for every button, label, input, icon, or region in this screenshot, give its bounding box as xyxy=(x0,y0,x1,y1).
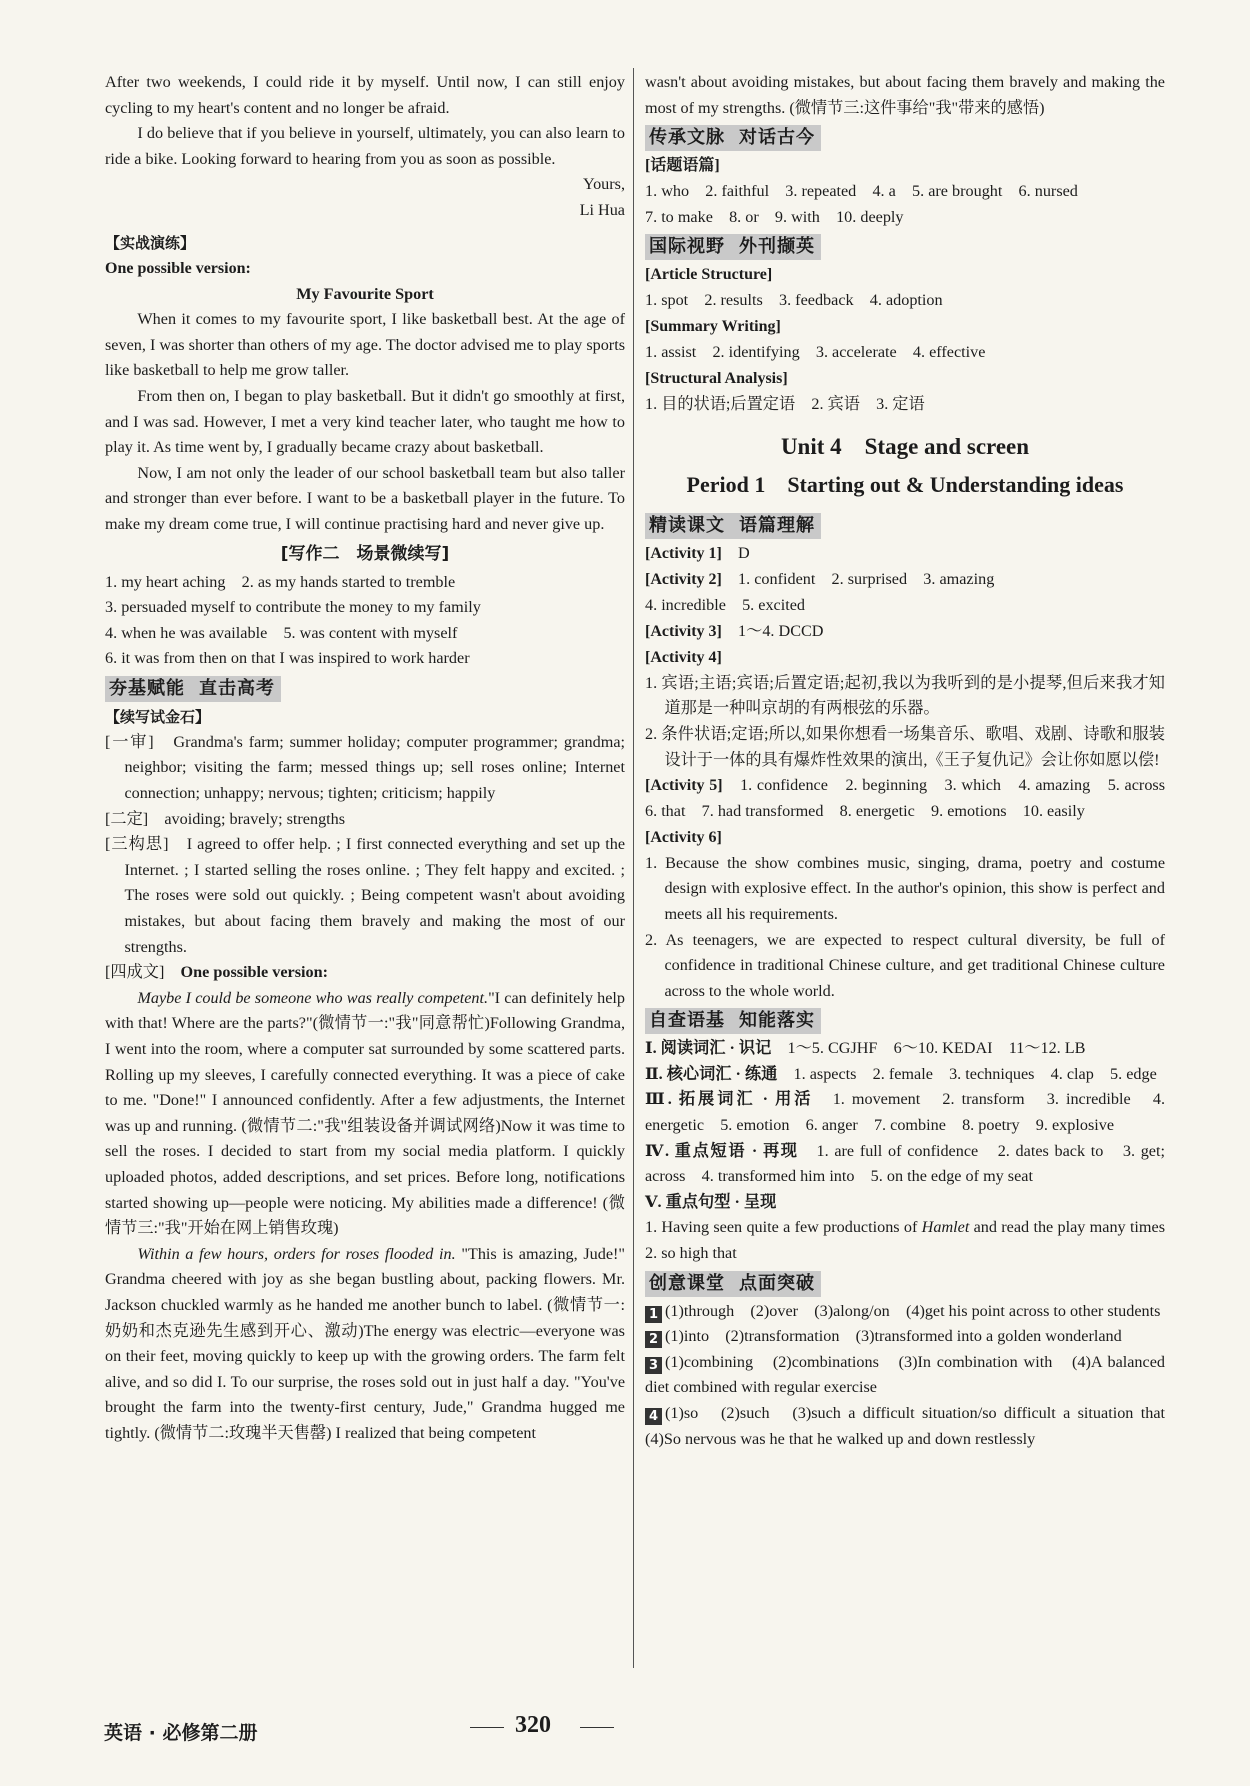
period-title: Period 1 Starting out & Understanding ideas xyxy=(686,472,1124,498)
section-bar: 创意课堂 点面突破 xyxy=(645,1267,1165,1299)
page-number: 320 xyxy=(515,1712,551,1738)
activity-4-label: [Activity 4] xyxy=(645,648,722,666)
creative-items xyxy=(645,1299,1182,1453)
activity-2: [Activity 2] 1. confident 2. surprised 3. amazing xyxy=(645,570,995,589)
continuation-paragraph: Maybe I could be someone who was really competent."I can definitely help with that! Where are the parts?"(微情节一:"我"同意帮忙)Following Grandma, I went into the room, where a computer sat surrounded by some scattered parts. Rolling up my sleeves, I carefully connected everything. It was a piece of cake to me. "Done!" I announced confidently. After a few adjustments, the Internet was up and running. (微情节二:"我"组装设备并调试网络)Now it was time to sell the roses. I decided to start from my social media platform. I quickly uploaded photos, added descriptions, and set prices. Before long, notifications started showing up—people were noticing. My abilities made a difference! (微情节三:"我"开始在网上销售玫瑰) xyxy=(105,988,625,1238)
review-3: Ⅲ. 拓展词汇 · 用活 1. movement 2. transform 3. incredible 4. energetic 5. emotion 6. anger 7. combine 8. poetry 9. explosive xyxy=(645,1090,1166,1135)
step-four: [四成文] One possible version: xyxy=(105,963,329,982)
activity-2-cont: 4. incredible 5. excited xyxy=(645,596,806,615)
activity-4-item: 2. 条件状语;定语;所以,如果你想看一场集音乐、歌唱、戏剧、诗歌和服装设计于一体的具有爆炸性效果的演出,《王子复仇记》会让你如愿以偿! xyxy=(645,724,1165,769)
continuation-tail: wasn't about avoiding mistakes, but about facing them bravely and making the most of my strengths. (微情节三:这件事给"我"带来的感悟) xyxy=(645,73,1165,117)
article-structure-label: [Article Structure] xyxy=(645,266,773,284)
summary-writing-answers: 1. assist 2. identifying 3. accelerate 4. effective xyxy=(645,342,986,361)
book-title: 英语 · 必修第二册 xyxy=(104,1722,258,1744)
version-label: One possible version: xyxy=(105,259,251,277)
review-5: 1. Having seen quite a few productions of Hamlet and read the play many times 2. so high that xyxy=(645,1218,1182,1263)
writing-answer-line: 4. when he was available 5. was content with myself xyxy=(105,623,458,642)
footer-dash-right xyxy=(580,1727,614,1728)
activity-1: [Activity 1] D xyxy=(645,544,750,563)
activity-4-items xyxy=(645,671,1165,773)
letter-signature: Li Hua xyxy=(579,200,625,219)
essay-paragraph: Now, I am not only the leader of our school basketball team but also taller and stronger than ever before. I want to be a basketball player in the future. To make my dream come true, I will continue practising hard and never give up. xyxy=(105,463,625,533)
creative-item xyxy=(645,1324,1165,1350)
section-bar: 精读课文 语篇理解 xyxy=(645,509,1165,541)
review-1: Ⅰ. 阅读词汇 · 识记 1～5. CGJHF 6～10. KEDAI 11～12. LB xyxy=(645,1039,1086,1058)
letter-closing: Yours, xyxy=(583,175,625,194)
step-one: [一审] Grandma's farm; summer holiday; computer programmer; grandma; neighbor; visiting the farm; messed things up; sell roses online; Internet connection; unhappy; nervous; tighten; criticism; happily xyxy=(105,732,626,803)
structural-analysis-label: [Structural Analysis] xyxy=(645,369,788,387)
item-number-badge: 3 xyxy=(645,1357,662,1374)
essay-paragraph: From then on, I began to play basketball. But it didn't go smoothly at first, and I was sad. However, I met a very kind teacher later, who taught me how to play it. As time went by, I gradually became crazy about basketball. xyxy=(105,386,625,457)
activity-6-item: 2. As teenagers, we are expected to respect cultural diversity, be full of confidence in traditional Chinese culture, and get traditional Chinese culture across to the whole world. xyxy=(645,930,1165,1000)
topic-answer-line: 7. to make 8. or 9. with 10. deeply xyxy=(645,207,904,226)
review-5-label: Ⅴ. 重点句型 · 呈现 xyxy=(645,1192,777,1211)
footer-dash-left xyxy=(470,1727,504,1728)
practice-label: 【实战演练】 xyxy=(105,233,196,252)
step-two: [二定] avoiding; bravely; strengths xyxy=(105,809,346,828)
letter-paragraph: I do believe that if you believe in yourself, ultimately, you can also learn to ride a bike. Looking forward to hearing from you as soon as possible. xyxy=(105,124,625,168)
unit-title: Unit 4 Stage and screen xyxy=(780,434,1030,460)
column-divider xyxy=(633,68,634,1668)
left-column xyxy=(105,70,625,1447)
summary-writing-label: [Summary Writing] xyxy=(645,317,781,335)
creative-item xyxy=(645,1299,1165,1325)
item-number-badge: 1 xyxy=(645,1306,662,1323)
creative-item xyxy=(645,1350,1165,1401)
section-bar: 传承文脉 对话古今 xyxy=(645,121,1165,153)
review-2: Ⅱ. 核心词汇 · 练通 1. aspects 2. female 3. techniques 4. clap 5. edge xyxy=(645,1064,1157,1083)
topic-label: [话题语篇] xyxy=(645,157,720,175)
activity-6-label: [Activity 6] xyxy=(645,828,722,846)
essay-title: My Favourite Sport xyxy=(296,284,434,303)
writing-answers xyxy=(105,570,625,672)
writing-two-title: [写作二 场景微续写] xyxy=(280,543,450,564)
right-column xyxy=(645,70,1182,1452)
activity-3: [Activity 3] 1～4. DCCD xyxy=(645,621,824,640)
activity-6-items xyxy=(645,851,1165,1005)
topic-answers xyxy=(645,179,1165,230)
creative-item-text: (1)so (2)such (3)such a difficult situation/so difficult a situation that (4)So nervous was he that he walked up and down restlessly xyxy=(645,1404,1182,1448)
activity-5: [Activity 5] 1. confidence 2. beginning 3. which 4. amazing 5. across 6. that 7. had transformed 8. energetic 9. emotions 10. easily xyxy=(645,776,1182,821)
topic-answer-line: 1. who 2. faithful 3. repeated 4. a 5. are brought 6. nursed xyxy=(645,182,1078,201)
essay-paragraph: When it comes to my favourite sport, I like basketball best. At the age of seven, I was shorter than others of my age. The doctor advised me to play sports like basketball to help me grow taller. xyxy=(105,310,625,380)
continuation-paragraph: Within a few hours, orders for roses flooded in. "This is amazing, Jude!" Grandma cheered with joy as she began bustling about, packing flowers. Mr. Jackson chuckled warmly as he handed me another bunch to label. (微情节一:奶奶和杰克逊先生感到开心、激动)The energy was electric—everyone was on their feet, moving quickly to keep up with the growing orders. The farm felt alive, and so did I. To our surprise, the roses sold out in just half a day. "You've brought the farm into the twenty-first century, Jude," Grandma hugged me tightly. (微情节二:玫瑰半天售罄) I realized that being competent xyxy=(105,1244,626,1442)
section-bar: 夯基赋能 直击高考 xyxy=(105,672,625,704)
writing-answer-line: 3. persuaded myself to contribute the money to my family xyxy=(105,598,481,617)
structural-analysis-answers: 1. 目的状语;后置定语 2. 宾语 3. 定语 xyxy=(645,394,925,413)
continuation-label: 【续写试金石】 xyxy=(105,707,211,726)
review-4: Ⅳ. 重点短语 · 再现 1. are full of confidence 2. dates back to 3. get; across 4. transformed him into 5. on the edge of my seat xyxy=(645,1141,1165,1186)
item-number-badge: 2 xyxy=(645,1331,662,1348)
article-structure-answers: 1. spot 2. results 3. feedback 4. adoption xyxy=(645,291,943,310)
item-number-badge: 4 xyxy=(645,1408,662,1425)
creative-item xyxy=(645,1401,1182,1452)
section-bar: 自查语基 知能落实 xyxy=(645,1004,1165,1036)
writing-answer-line: 1. my heart aching 2. as my hands started to tremble xyxy=(105,572,456,591)
step-three: [三构思] I agreed to offer help. ; I first connected everything and set up the Internet. ; I started selling the roses online. ; They felt happy and excited. ; The roses were sold out quickly. ; Being competent wasn't about avoiding mistakes, but about facing them bravely and making the most of our strengths. xyxy=(105,835,626,956)
creative-item-text: (1)combining (2)combinations (3)In combination with (4)A balanced diet combined with regular exercise xyxy=(645,1352,1165,1397)
writing-answer-line: 6. it was from then on that I was inspired to work harder xyxy=(105,649,470,668)
section-bar: 国际视野 外刊撷英 xyxy=(645,230,1165,262)
creative-item-text: (1)into (2)transformation (3)transformed into a golden wonderland xyxy=(665,1327,1122,1346)
letter-paragraph: After two weekends, I could ride it by myself. Until now, I can still enjoy cycling to my heart's content and no longer be afraid. xyxy=(105,73,625,117)
activity-4-item: 1. 宾语;主语;宾语;后置定语;起初,我以为我听到的是小提琴,但后来我才知道那是一种叫京胡的有两根弦的乐器。 xyxy=(645,673,1165,718)
activity-6-item: 1. Because the show combines music, singing, drama, poetry and costume design with explosive effect. In the author's opinion, this show is perfect and meets all his requirements. xyxy=(645,853,1165,923)
creative-item-text: (1)through (2)over (3)along/on (4)get his point across to other students xyxy=(665,1301,1161,1320)
